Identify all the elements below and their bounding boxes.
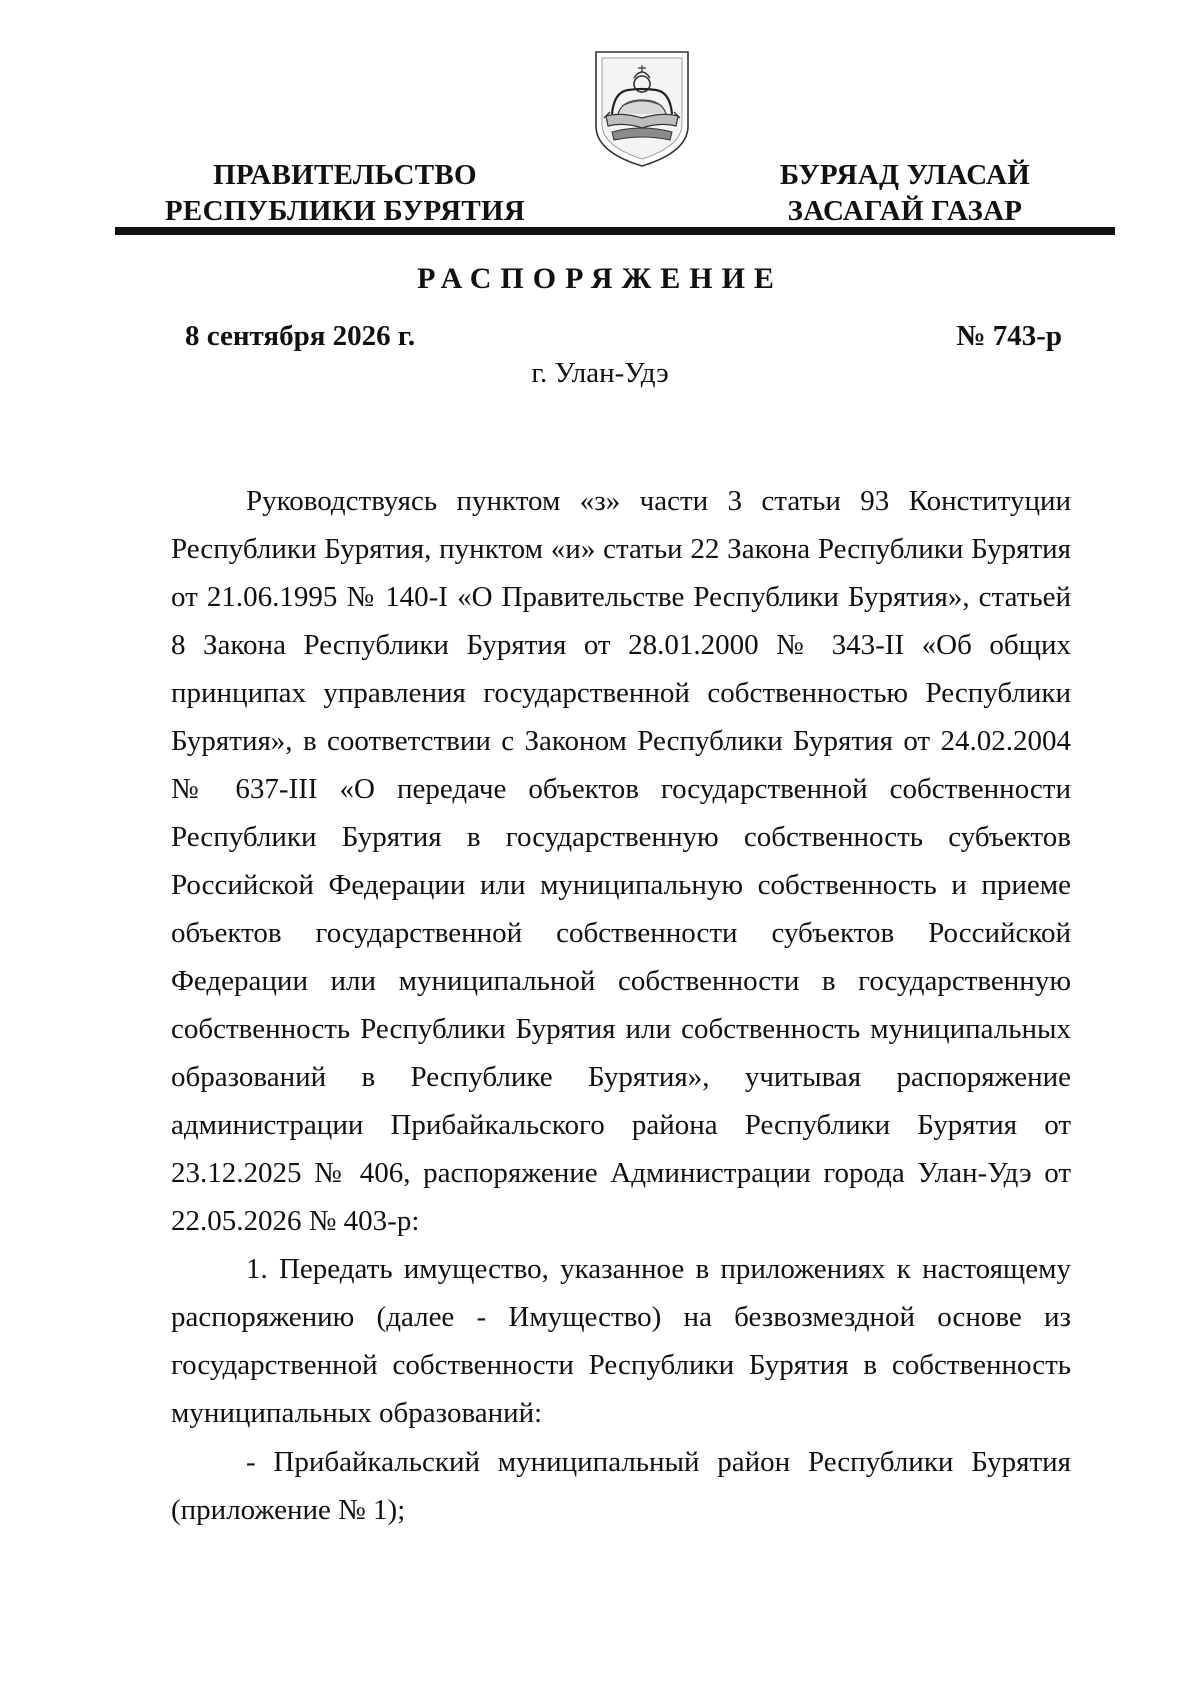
- government-name-buryat-line1: БУРЯАД УЛАСАЙ: [779, 159, 1031, 191]
- government-name-russian-line2: РЕСПУБЛИКИ БУРЯТИЯ: [164, 195, 526, 227]
- government-name-russian-line1: ПРАВИТЕЛЬСТВО: [213, 159, 477, 191]
- government-name-buryat: [755, 157, 1055, 229]
- item-1-paragraph: [171, 1245, 1071, 1437]
- document-number: № 743-р: [956, 320, 1062, 352]
- preamble-paragraph: [171, 477, 1071, 1245]
- item-1-recipient-1: [171, 1438, 1071, 1534]
- header-divider: [115, 227, 1115, 235]
- document-type-title: РАСПОРЯЖЕНИЕ: [417, 262, 783, 295]
- document-date: 8 сентября 2026 г.: [185, 320, 416, 352]
- government-name-buryat-line2: ЗАСАГАЙ ГАЗАР: [787, 195, 1023, 227]
- government-name-russian: [160, 157, 530, 229]
- document-city: г. Улан-Удэ: [531, 357, 669, 389]
- item-1-recipient-1-text: - Прибайкальский муниципальный район Республики Бурятия (приложение № 1);: [171, 1446, 1071, 1526]
- coat-of-arms-icon: [592, 48, 692, 170]
- item-1-text: 1. Передать имущество, указанное в приложениях к настоящему распоряжению (далее - Имущество) на безвозмездной основе из государственной собственности Республики Бурятия в собственность муниципальных образований:: [171, 1253, 1071, 1429]
- preamble-text: Руководствуясь пунктом «з» части 3 статьи 93 Конституции Республики Бурятия, пунктом «и» статьи 22 Закона Республики Бурятия от 21.06.1995 № 140-I «О Правительстве Республики Бурятия», статьей 8 Закона Республики Бурятия от 28.01.2000 № 343-II «Об общих принципах управления государственной собственностью Республики Бурятия», в соответствии с Законом Республики Бурятия от 24.02.2004 № 637-III «О передаче объектов государственной собственности Республики Бурятия в государственную собственность субъектов Российской Федерации или муниципальную собственность и приеме объектов государственной собственности субъектов Российской Федерации или муниципальной собственности в государственную собственность Республики Бурятия или собственность муниципальных образований в Республике Бурятия», учитывая распоряжение администрации Прибайкальского района Республики Бурятия от 23.12.2025 № 406, распоряжение Администрации города Улан-Удэ от 22.05.2026 № 403-р:: [171, 485, 1071, 1237]
